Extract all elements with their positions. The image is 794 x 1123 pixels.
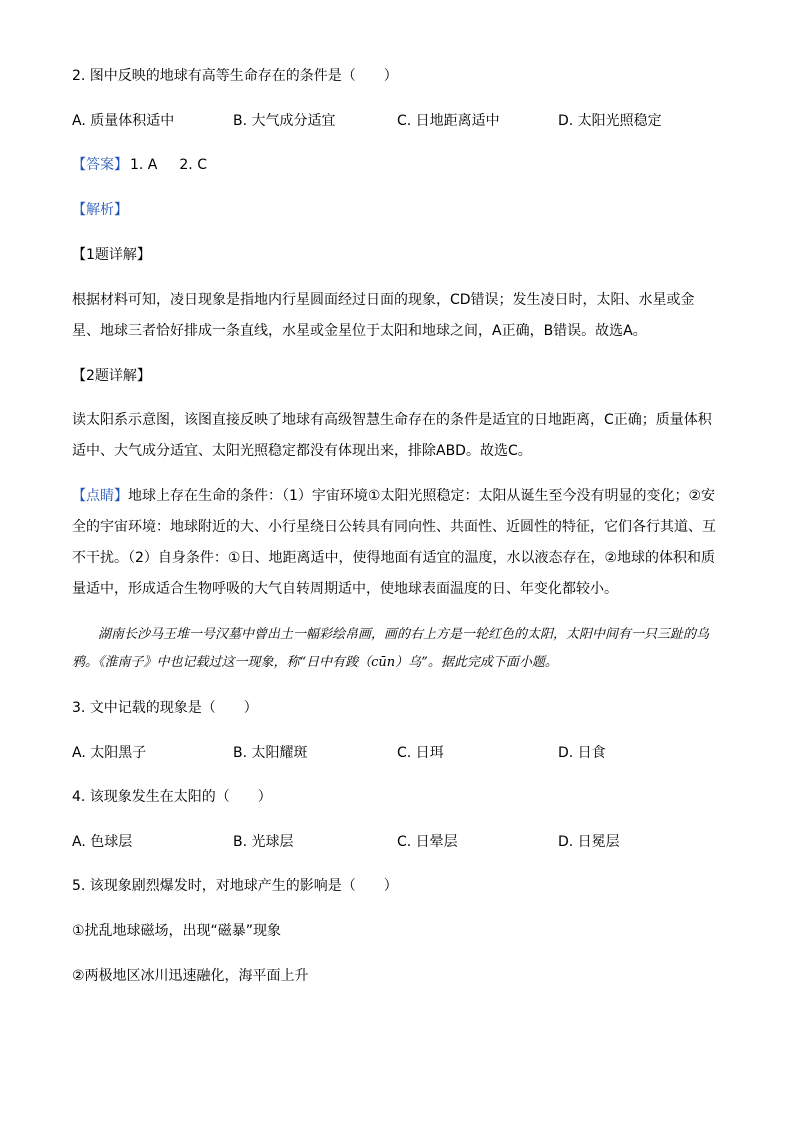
answer-line (72, 155, 207, 175)
material-text: 湖南长沙马王堆一号汉墓中曾出土一幅彩绘帛画，画的右上方是一轮红色的太阳，太阳中间有一只三趾的乌鸦。《淮南子》中也记载过这一现象，称“日中有踆（cūn）乌”。据此完成下面小题。 (72, 627, 710, 670)
answer-item-2: 2. C (179, 157, 207, 173)
q3-option-b: B. 太阳耀斑 (233, 745, 308, 761)
tip-label: 【点睛】 (72, 488, 128, 504)
q4-option-d: D. 日冕层 (558, 834, 620, 850)
q2-option-b: B. 大气成分适宜 (233, 113, 336, 129)
q5-stem: 5. 该现象剧烈爆发时，对地球产生的影响是（ ） (72, 878, 398, 894)
q4-option-b: B. 光球层 (233, 834, 294, 850)
q4-option-c: C. 日晕层 (397, 834, 458, 850)
q4-stem: 4. 该现象发生在太阳的（ ） (72, 789, 272, 805)
q3-option-a: A. 太阳黑子 (72, 745, 147, 761)
q5-item-1: ①扰乱地球磁场，出现“磁暴”现象 (72, 923, 282, 939)
answer-item-1: 1. A (130, 157, 158, 173)
q3-option-d: D. 日食 (558, 745, 606, 761)
detail2-text: 读太阳系示意图，该图直接反映了地球有高级智慧生命存在的条件是适宜的日地距离，C正确；质量体积适中、大气成分适宜、太阳光照稳定都没有体现出来，排除ABD。故选C。 (72, 412, 712, 459)
q5-item-2: ②两极地区冰川迅速融化，海平面上升 (72, 968, 309, 984)
detail1-title: 【1题详解】 (72, 247, 151, 263)
detail2-title: 【2题详解】 (72, 368, 151, 384)
q3-stem: 3. 文中记载的现象是（ ） (72, 700, 258, 716)
q2-option-c: C. 日地距离适中 (397, 113, 500, 129)
q2-stem: 2. 图中反映的地球有高等生命存在的条件是（ ） (72, 68, 398, 84)
answer-label: 【答案】 (72, 157, 128, 173)
detail1-text: 根据材料可知，凌日现象是指地内行星圆面经过日面的现象，CD错误；发生凌日时，太阳、水星或金星、地球三者恰好排成一条直线，水星或金星位于太阳和地球之间，A正确，B错误。故选A。 (72, 292, 695, 339)
q3-option-c: C. 日珥 (397, 745, 444, 761)
analysis-label: 【解析】 (72, 202, 128, 218)
q2-option-d: D. 太阳光照稳定 (558, 113, 662, 129)
q2-option-a: A. 质量体积适中 (72, 113, 175, 129)
tip-text: 地球上存在生命的条件：（1）宇宙环境①太阳光照稳定：太阳从诞生至今没有明显的变化；②安全的宇宙环境：地球附近的大、小行星绕日公转具有同向性、共面性、近圆性的特征，它们各行其道、互不干扰。（2）自身条件：①日、地距离适中，使得地面有适宜的温度，水以液态存在，②地球的体积和质量适中，形成适合生物呼吸的大气自转周期适中，使地球表面温度的日、年变化都较小。 (72, 488, 716, 597)
q4-option-a: A. 色球层 (72, 834, 133, 850)
tip-paragraph (72, 481, 722, 605)
